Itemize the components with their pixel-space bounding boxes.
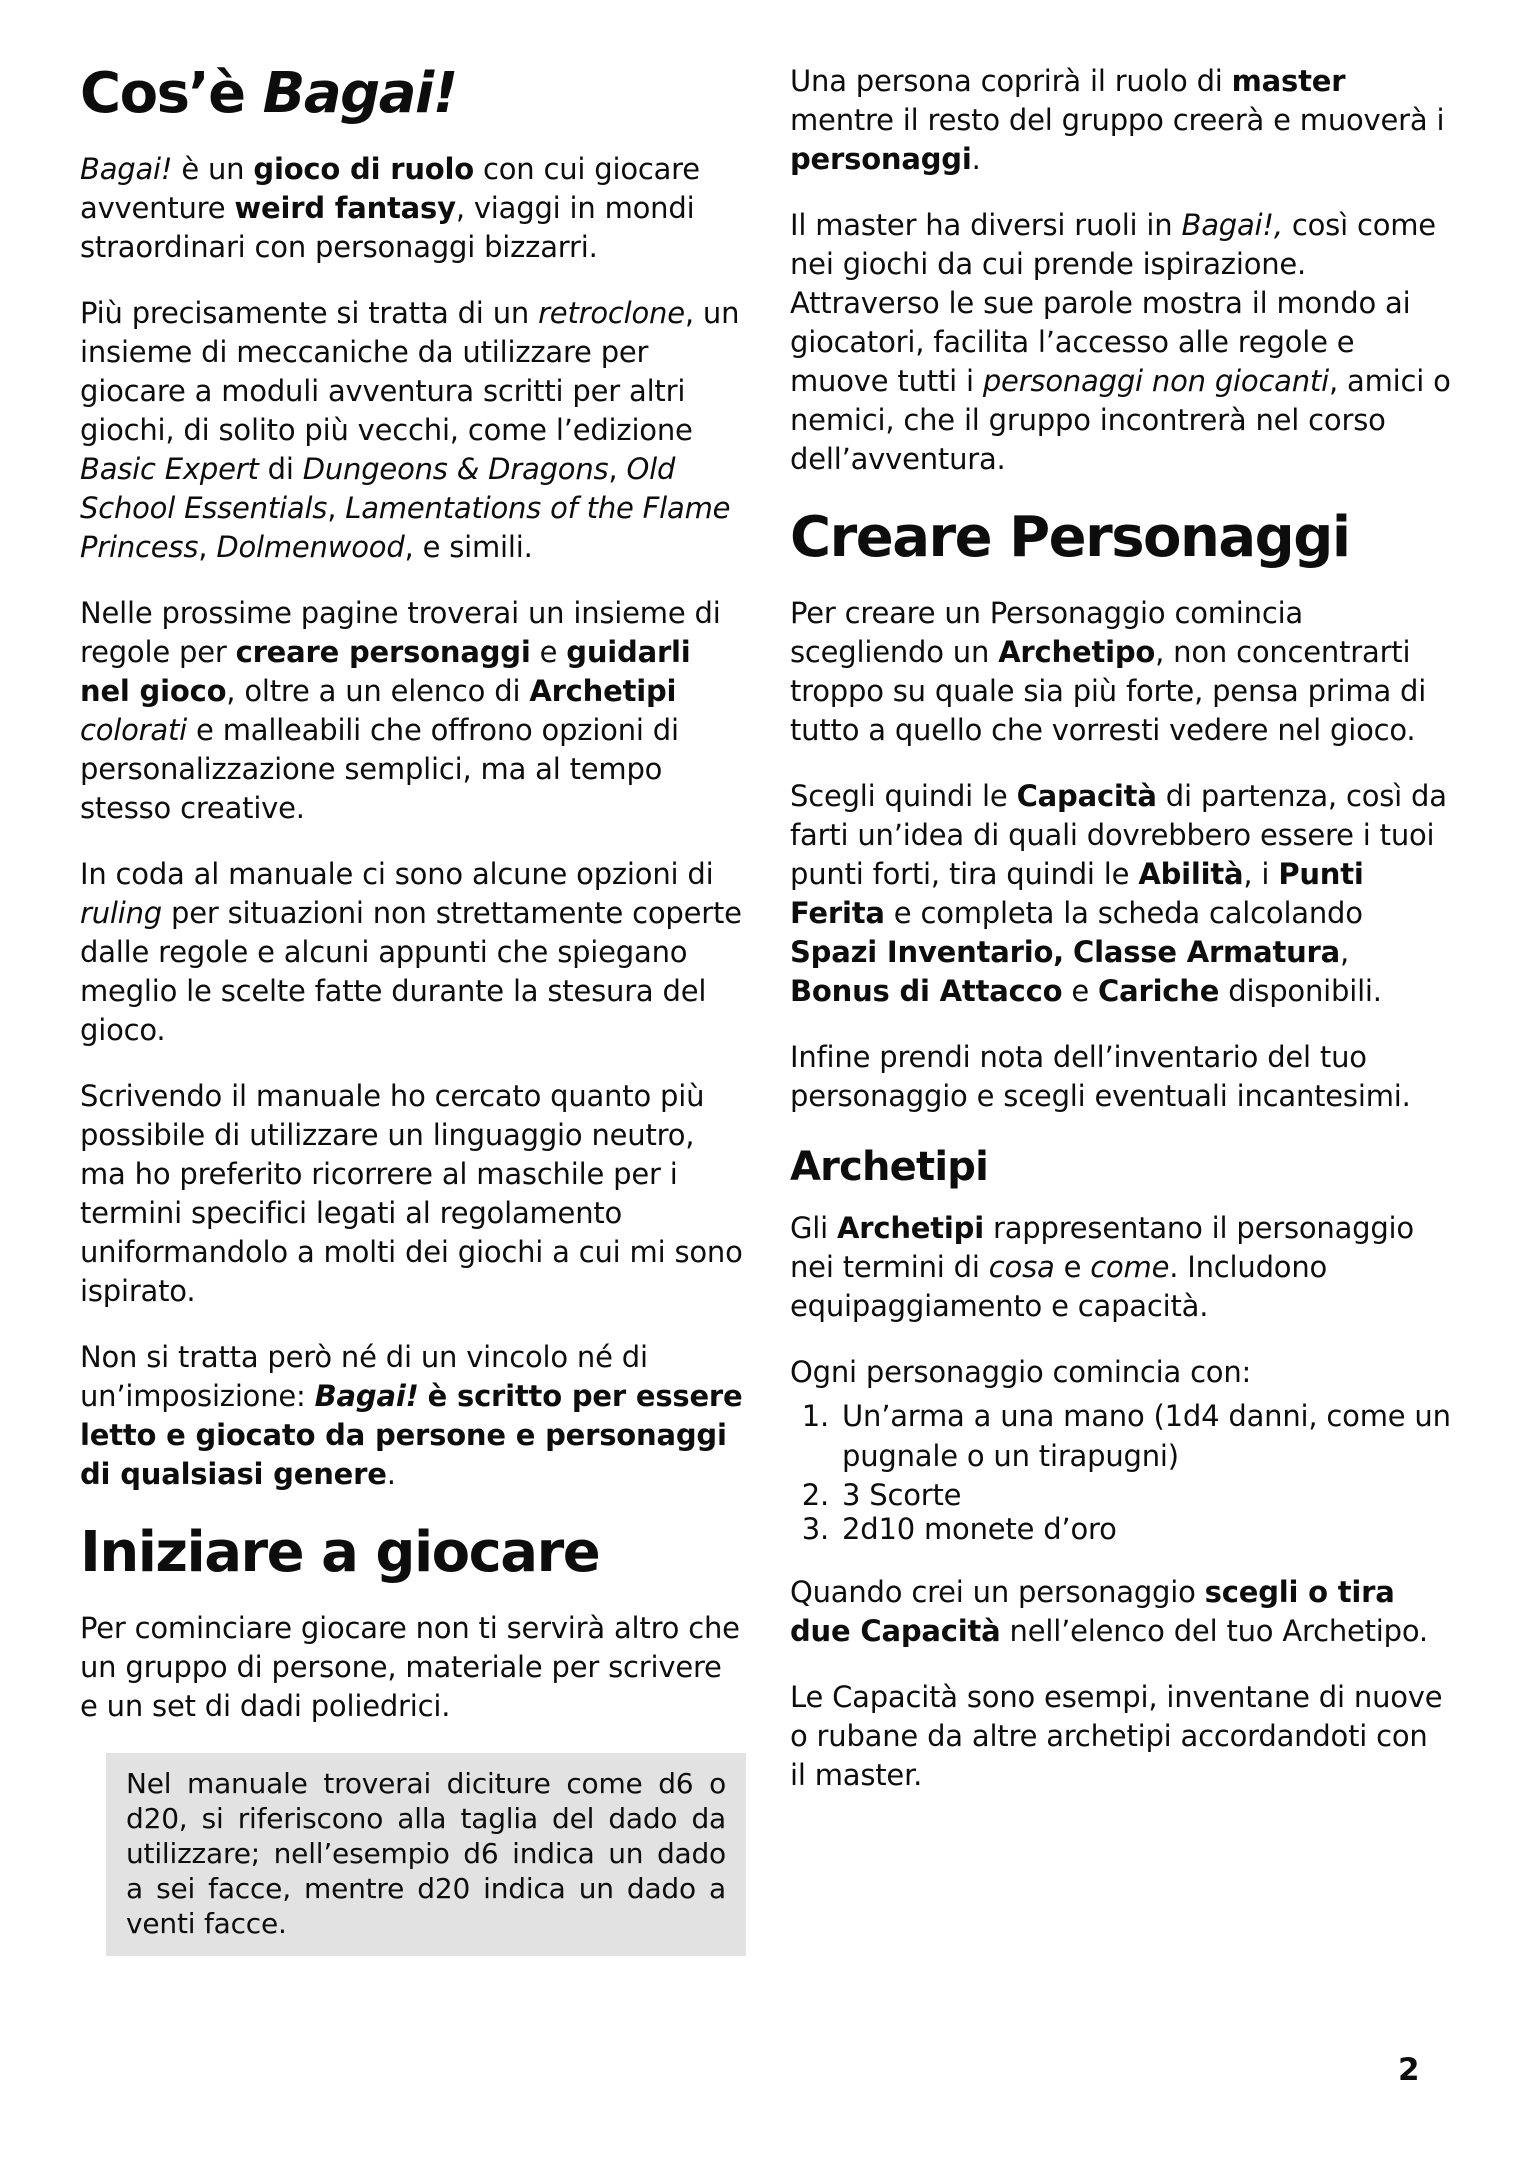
text-run: Basic Expert [80,452,259,486]
text-run: , non concentrarti troppo su quale sia più forte, pensa prima di tutto a quello che vorresti vedere nel gioco. [790,635,1427,747]
text-run: Archetipi [529,674,677,708]
text-run: . Includono equipaggiamento e capacità. [790,1250,1328,1323]
text-run: , [198,530,217,564]
text-run: Punti Ferita [790,857,1364,930]
text-run: Infine prendi nota dell’inventario del tuo personaggio e scegli eventuali incantesimi. [790,1040,1411,1113]
section-heading-creare-personaggi [790,506,1452,570]
paragraph-ogni-personaggio [790,1353,1452,1392]
text-run: guidarli nel gioco [80,635,691,708]
paragraph-master-ruoli [790,206,1452,479]
list-item-monete [838,1512,1452,1546]
page-number: 2 [1398,2052,1420,2088]
text-run: Bonus di Attacco [790,974,1063,1008]
starting-items-list [790,1396,1452,1546]
text-run: nell’elenco del tuo Archetipo. [1000,1614,1428,1648]
text-run: disponibili. [1219,974,1382,1008]
text-run: Spazi Inventario, [790,935,1064,969]
text-run: . [386,1457,396,1491]
text-run: Quando crei un personaggio [790,1575,1205,1609]
text-run: rappresentano il personaggio nei termini di [790,1211,1414,1284]
text-run: weird fantasy [234,191,456,225]
paragraph-capacita-partenza [790,777,1452,1011]
text-run: Cariche [1098,974,1220,1008]
text-run: , i [1243,857,1279,891]
text-run: Dolmenwood [216,530,405,564]
paragraph-per-cominciare [80,1609,746,1726]
text-run: , [1340,935,1350,969]
paragraph-inventario [790,1038,1452,1116]
text-run: Archetipi [837,1211,984,1245]
paragraph-ruling [80,855,746,1050]
text-run: e [530,635,567,669]
text-run: mentre il resto del gruppo creerà e muoverà i [790,103,1445,137]
text-run: 2d10 monete d’oro [842,1512,1117,1546]
text-run: Classe Armatura [1073,935,1341,969]
text-run: cosa [988,1250,1055,1284]
text-run [419,1379,428,1413]
text-run [1064,935,1073,969]
right-column [790,62,1452,1822]
text-run: Archetipi [790,1144,988,1190]
text-run: Bagai! [314,1379,419,1413]
paragraph-archetipi-descrizione [790,1209,1452,1326]
text-run: Ogni personaggio comincia con: [790,1355,1252,1389]
text-run: Scegli quindi le [790,779,1017,813]
section-heading-iniziare-a-giocare [80,1521,746,1585]
text-run: Bagai! [80,152,173,186]
text-run: Cos’è [80,61,263,126]
text-run: e malleabili che offrono opzioni di personalizzazione semplici, ma al tempo stesso creative. [80,713,679,825]
text-run: Nel manuale troverai diciture come d6 o d20, si riferiscono alla taglia del dado da utilizzare; nell’esempio d6 indica un dado a sei facce, mentre d20 indica un dado a venti facce. [126,1767,726,1940]
text-run: è un [172,152,254,186]
text-run: Per cominciare giocare non ti servirà altro che un gruppo di persone, materiale per scrivere e un set di dadi poliedrici. [80,1611,740,1723]
paragraph-capacita-esempi [790,1678,1452,1795]
text-run: Bagai! [262,61,457,126]
paragraph-scegli-o-tira [790,1573,1452,1651]
text-run: di [258,452,303,486]
text-run: Capacità [1016,779,1157,813]
text-run: personaggi non giocanti [982,364,1329,398]
text-run: personaggi [790,142,972,176]
text-run: Non si tratta però né di un vincolo né di un’imposizione: [80,1340,648,1413]
text-run: Iniziare a giocare [80,1520,600,1585]
section-heading-cose-bagai [80,62,746,126]
text-run: Le Capacità sono esempi, inventane di nuove o rubane da altre archetipi accordandoti con il master. [790,1680,1443,1792]
list-item-arma [838,1396,1452,1476]
text-run: , un insieme di meccaniche da utilizzare per giocare a moduli avventura scritti per altri giochi, di solito più vecchi, come l’edizione [80,296,740,447]
paragraph-retroclone [80,294,746,567]
text-run: , oltre a un elenco di [226,674,530,708]
list-item-scorte [838,1478,1452,1512]
text-run: con cui giocare avventure [80,152,700,225]
text-run: . [971,142,981,176]
text-run: Bagai!, [1181,208,1283,242]
text-run: , e simili. [404,530,533,564]
text-run: e [1062,974,1099,1008]
paragraph-prossime-pagine [80,594,746,828]
text-run: di partenza, così da farti un’idea di quali dovrebbero essere i tuoi punti forti, tira quindi le [790,779,1447,891]
text-run: Più precisamente si tratta di un [80,296,539,330]
text-run: Un’arma a una mano (1d4 danni, come un pugnale o un tirapugni) [842,1399,1451,1473]
text-run: retroclone [538,296,685,330]
paragraph-intro [80,150,746,267]
left-column [80,62,746,1956]
text-run: così come nei giochi da cui prende ispirazione. Attraverso le sue parole mostra il mondo ai giocatori, facilita l’accesso alle regole e muove tutti i [790,208,1436,398]
text-run: Nelle prossime pagine troverai un insieme di regole per [80,596,721,669]
text-run: In coda al manuale ci sono alcune opzioni di [80,857,714,891]
text-run: , [608,452,627,486]
text-run: Gli [790,1211,838,1245]
text-run: è scritto per essere letto e giocato da persone e personaggi di qualsiasi genere [80,1379,743,1491]
text-run: Per creare un Personaggio comincia scegliendo un [790,596,1304,669]
text-run: Old School Essentials [80,452,676,525]
text-run: per situazioni non strettamente coperte dalle regole e alcuni appunti che spiegano meglio le scelte fatte durante la stesura del gioco. [80,896,742,1047]
text-run: 3 Scorte [842,1478,962,1512]
text-run: Creare Personaggi [790,505,1350,570]
text-run: Il master ha diversi ruoli in [790,208,1182,242]
text-run: Lamentations of the Flame Princess [80,491,731,564]
text-run: Dungeons & Dragons [302,452,609,486]
text-run: , amici o nemici, che il gruppo incontrerà nel corso dell’avventura. [790,364,1451,476]
text-run: ruling [80,896,163,930]
subsection-heading-archetipi [790,1143,1452,1191]
dice-note-box [106,1753,746,1956]
text-run: Abilità [1138,857,1244,891]
text-run: e [1054,1250,1091,1284]
text-run: e completa la scheda calcolando [884,896,1363,930]
text-run: gioco di ruolo [253,152,474,186]
text-run: creare personaggi [235,635,531,669]
text-run: scegli o tira due Capacità [790,1575,1395,1648]
text-run: come [1090,1250,1170,1284]
text-run: Una persona coprirà il ruolo di [790,64,1232,98]
text-run: , [327,491,346,525]
text-run: Scrivendo il manuale ho cercato quanto più possibile di utilizzare un linguaggio neutro, ma ho preferito ricorrere al maschile per i termini specifici legati al regolamento uniformandolo a molti dei giochi a cui mi sono ispirato. [80,1079,743,1308]
text-run: Archetipo [998,635,1156,669]
paragraph-ruolo-master [790,62,1452,179]
paragraph-genere [80,1338,746,1494]
text-run: master [1231,64,1346,98]
paragraph-linguaggio [80,1077,746,1311]
text-run: colorati [80,713,188,747]
text-run: , viaggi in mondi straordinari con personaggi bizzarri. [80,191,695,264]
paragraph-scelta-archetipo [790,594,1452,750]
